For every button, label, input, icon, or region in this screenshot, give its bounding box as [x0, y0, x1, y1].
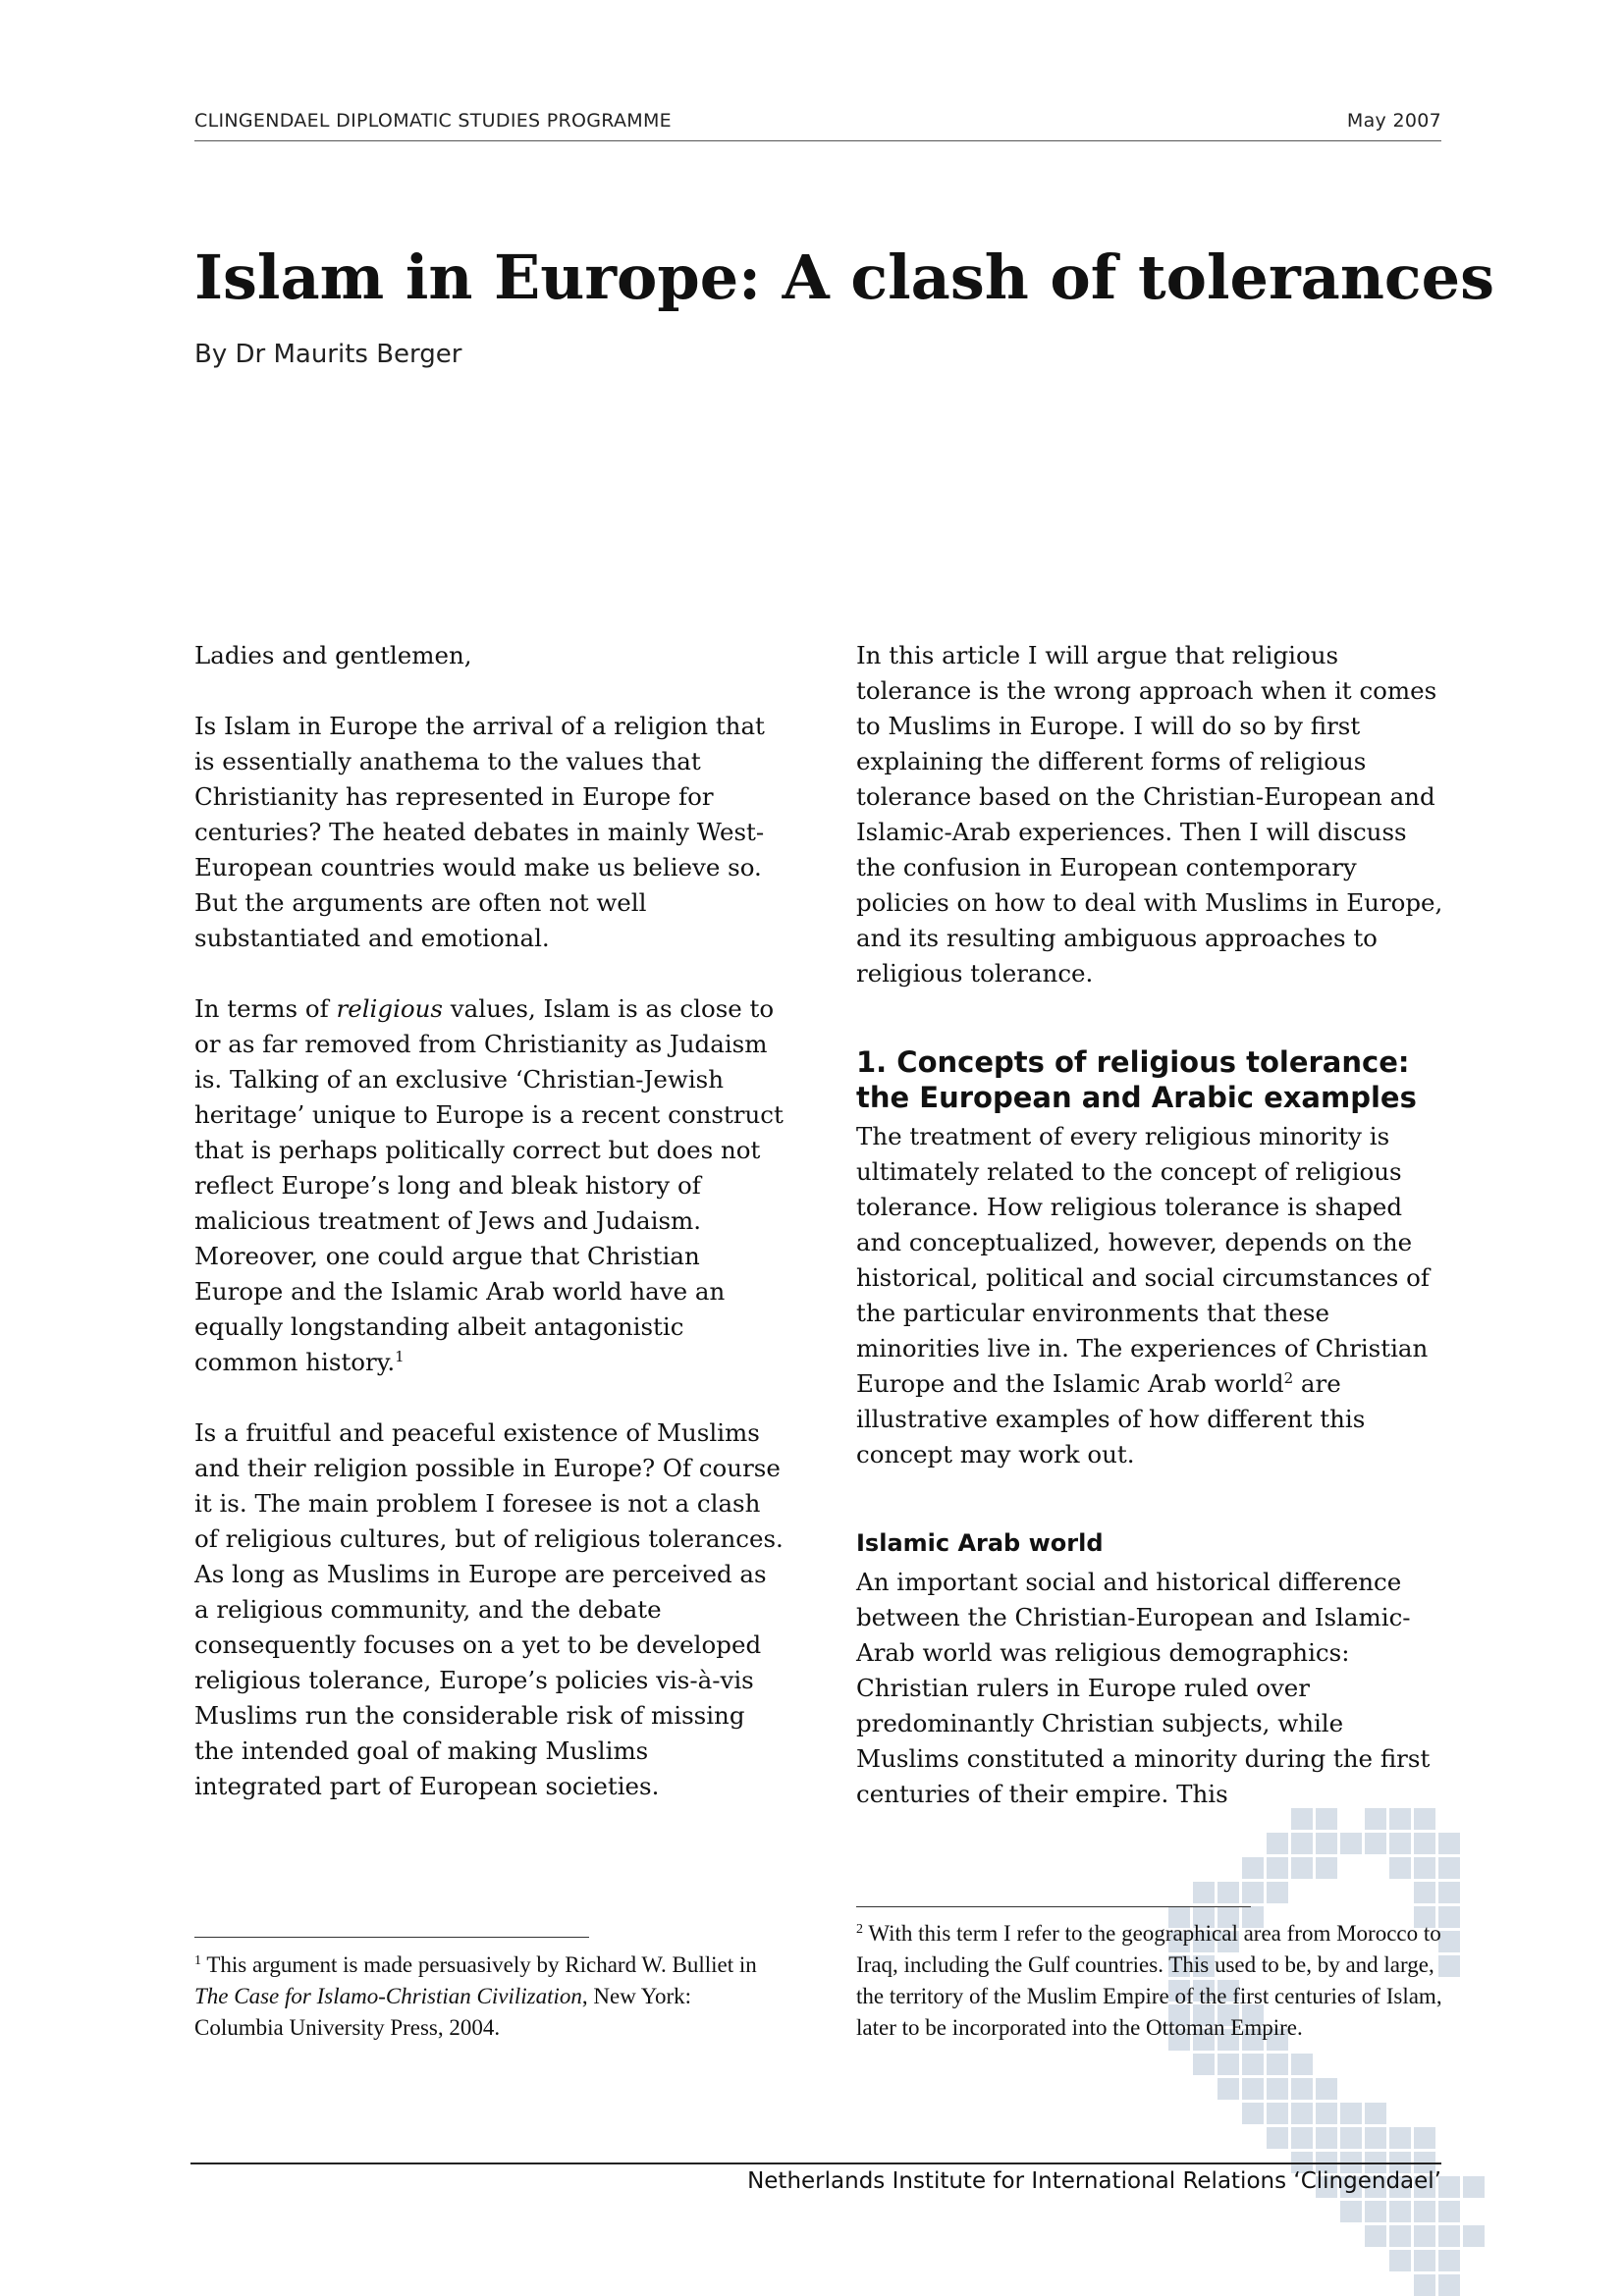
footnote-1 — [194, 1949, 784, 2044]
watermark-square — [1414, 1808, 1435, 1830]
paper-title: Islam in Europe: A clash of tolerances — [194, 241, 1495, 313]
watermark-square — [1267, 2054, 1288, 2075]
watermark-square — [1291, 2054, 1313, 2075]
footnote-ref-1[interactable]: 1 — [395, 1348, 405, 1365]
watermark-square — [1267, 2078, 1288, 2100]
watermark-square — [1389, 1833, 1411, 1854]
watermark-square — [1193, 1882, 1215, 1903]
watermark-square — [1365, 2225, 1386, 2247]
watermark-square — [1267, 2103, 1288, 2124]
watermark-square — [1365, 1833, 1386, 1854]
watermark-square — [1193, 2054, 1215, 2075]
watermark-square — [1316, 2127, 1337, 2149]
footer-rule — [190, 2163, 1441, 2164]
watermark-square — [1316, 2078, 1337, 2100]
watermark-square — [1340, 2201, 1362, 2222]
watermark-square — [1316, 1808, 1337, 1830]
paragraph-treatment — [856, 1119, 1445, 1472]
footer-institute: Netherlands Institute for International Relations ‘Clingendael’ — [747, 2168, 1441, 2194]
text-run: This argument is made persuasively by Richard W. Bulliet in — [201, 1952, 757, 1977]
watermark-square — [1438, 1882, 1460, 1903]
watermark-square — [1438, 1833, 1460, 1854]
paragraph-religious-values — [194, 991, 784, 1380]
watermark-square — [1316, 2103, 1337, 2124]
watermark-square — [1291, 1857, 1313, 1879]
right-column — [856, 638, 1445, 1847]
paragraph-argument: In this article I will argue that religious tolerance is the wrong approach when it comes to Muslims in Europe. I will do so by first explaining the different forms of religious tolerance based on the Christian-European and Islamic-Arab experiences. Then I will discuss the confusion in European contemporary policies on how to deal with Muslims in Europe, and its resulting ambiguous approaches to religious tolerance. — [856, 641, 1443, 988]
watermark-square — [1291, 2127, 1313, 2149]
text-run: With this term I refer to the geographical area from Morocco to Iraq, including the Gulf countries. This used to be, by and large, the territory of the Muslim Empire of the first centuries of Islam, later to be incorporated into the Ottoman Empire. — [856, 1921, 1442, 2040]
paragraph-intro: Is Islam in Europe the arrival of a religion that is essentially anathema to the values that Christianity has represented in Europe for centuries? The heated debates in mainly West- European countries would make us believe so. But the arguments are often not well substantiated and emotional. — [194, 712, 765, 952]
paragraph-demographics: An important social and historical difference between the Christian-European and Islamic-Arab world was religious demographics: Christian rulers in Europe ruled over predominantly Christian subjects, while Muslims constituted a minority during the first centuries of their empire. This — [856, 1568, 1431, 1808]
book-title: The Case for Islamo-Christian Civilization — [194, 1984, 582, 2008]
watermark-square — [1217, 2078, 1239, 2100]
watermark-square — [1316, 1833, 1337, 1854]
watermark-square — [1242, 1882, 1264, 1903]
watermark-square — [1365, 1808, 1386, 1830]
watermark-square — [1365, 2103, 1386, 2124]
watermark-square — [1242, 2103, 1264, 2124]
text-run: In terms of — [194, 994, 337, 1023]
watermark-square — [1414, 1833, 1435, 1854]
footnote-ref-2[interactable]: 2 — [1283, 1369, 1294, 1387]
corner-watermark — [1159, 1796, 1620, 2296]
watermark-square — [1267, 2127, 1288, 2149]
watermark-square — [1438, 2250, 1460, 2271]
watermark-square — [1414, 2225, 1435, 2247]
watermark-square — [1242, 1857, 1264, 1879]
footnote-2 — [856, 1918, 1445, 2044]
watermark-square — [1365, 2201, 1386, 2222]
salutation: Ladies and gentlemen, — [194, 641, 472, 669]
watermark-square — [1217, 1882, 1239, 1903]
watermark-square — [1389, 1857, 1411, 1879]
watermark-square — [1438, 2225, 1460, 2247]
emphasis: religious — [336, 994, 444, 1023]
watermark-square — [1463, 2225, 1485, 2247]
watermark-square — [1414, 2250, 1435, 2271]
watermark-square — [1438, 1857, 1460, 1879]
watermark-square — [1267, 1882, 1288, 1903]
watermark-square — [1242, 2078, 1264, 2100]
watermark-square — [1291, 2103, 1313, 2124]
watermark-square — [1242, 2054, 1264, 2075]
watermark-square — [1291, 2078, 1313, 2100]
watermark-square — [1414, 2274, 1435, 2296]
watermark-square — [1316, 1857, 1337, 1879]
watermark-square — [1389, 2127, 1411, 2149]
watermark-square — [1291, 1808, 1313, 1830]
subsection-heading: Islamic Arab world — [856, 1529, 1104, 1557]
watermark-square — [1389, 1808, 1411, 1830]
watermark-square — [1438, 2201, 1460, 2222]
watermark-square — [1340, 1833, 1362, 1854]
header-rule — [194, 140, 1441, 141]
watermark-square — [1463, 2176, 1485, 2198]
watermark-square — [1340, 2127, 1362, 2149]
watermark-square — [1217, 2054, 1239, 2075]
left-column — [194, 638, 784, 1840]
watermark-square — [1267, 1833, 1288, 1854]
text-run: The treatment of every religious minority is ultimately related to the concept of religious tolerance. How religious tolerance is shaped and conceptualized, however, depends on the historical, political and social circumstances of the particular environments that these minorities live in. The experiences of Christian Europe and the Islamic Arab world — [856, 1122, 1430, 1398]
footnote-rule-right — [856, 1906, 1251, 1907]
watermark-square — [1389, 2201, 1411, 2222]
watermark-square — [1389, 2250, 1411, 2271]
header-date: May 2007 — [1346, 110, 1441, 132]
watermark-square — [1340, 2103, 1362, 2124]
programme-name: CLINGENDAEL DIPLOMATIC STUDIES PROGRAMME — [194, 110, 672, 132]
watermark-square — [1438, 2176, 1460, 2198]
watermark-square — [1414, 1857, 1435, 1879]
section-heading: 1. Concepts of religious tolerance: the European and Arabic examples — [856, 1045, 1417, 1114]
text-run: , New York: Columbia University Press, 2004. — [194, 1984, 692, 2040]
footnote-number: 2 — [856, 1922, 863, 1937]
paragraph-clash: Is a fruitful and peaceful existence of Muslims and their religion possible in Europe? Of course it is. The main problem I foresee is not a clash of religious cultures, but of religious tolerances. As long as Muslims in Europe are perceived as a religious community, and the debate consequently focuses on a yet to be developed religious tolerance, Europe’s policies vis-à-vis Muslims run the considerable risk of missing the intended goal of making Muslims integrated part of European societies. — [194, 1418, 784, 1800]
author-byline: By Dr Maurits Berger — [194, 340, 462, 369]
footnote-rule-left — [194, 1937, 589, 1938]
watermark-square — [1291, 1833, 1313, 1854]
watermark-square — [1267, 1857, 1288, 1879]
watermark-square — [1414, 1882, 1435, 1903]
watermark-square — [1414, 2201, 1435, 2222]
text-run: values, Islam is as close to or as far removed from Christianity as Judaism is. Talking of an exclusive ‘Christian-Jewish heritage’ unique to Europe is a recent construct that is perhaps politically correct but does not reflect Europe’s long and bleak history of malicious treatment of Jews and Judaism. Moreover, one could argue that Christian Europe and the Islamic Arab world have an equally longstanding albeit antagonistic common history. — [194, 994, 784, 1376]
watermark-square — [1365, 2127, 1386, 2149]
watermark-square — [1389, 2225, 1411, 2247]
text-run: are illustrative examples of how different this concept may work out. — [856, 1369, 1366, 1468]
footnote-number: 1 — [194, 1953, 201, 1968]
watermark-square — [1414, 2127, 1435, 2149]
watermark-square — [1438, 2274, 1460, 2296]
